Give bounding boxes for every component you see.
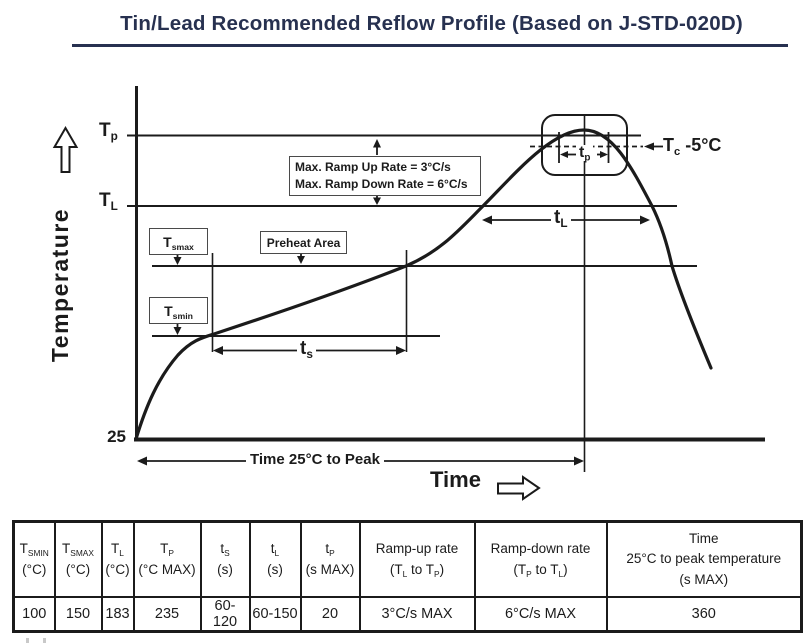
tsmin-tag: $T_{smin}$ — [149, 297, 208, 324]
ramp-up-pointer — [373, 139, 381, 148]
ramp-down-pointer — [373, 198, 381, 206]
param-value-3: 235 — [134, 597, 201, 632]
tc-minus-5-label: $T_c$ -5°C — [663, 135, 722, 158]
tp-axis-label: $T_p$ — [99, 120, 118, 144]
param-value-8: 6°C/s MAX — [475, 597, 607, 632]
tl-axis-label: $T_L$ — [99, 190, 118, 214]
x-axis-label: Time — [430, 467, 481, 492]
preheat-area-tag: Preheat Area — [260, 231, 347, 254]
param-header-9: Time 25°C to peak temperature (s MAX) — [607, 522, 802, 598]
tsmin-pointer — [174, 327, 182, 335]
table-header — [14, 522, 802, 598]
tp-span-label: $t_p$ — [576, 145, 593, 161]
ramp-rate-note — [289, 156, 481, 196]
y-axis-label: Temperature — [47, 207, 73, 363]
page-title: Tin/Lead Recommended Reflow Profile (Based on J-STD-020D) — [120, 12, 743, 35]
table-body — [14, 597, 802, 632]
right-arrow-icon — [498, 477, 539, 499]
ts-span-label: $t_s$ — [297, 339, 316, 358]
param-value-9: 360 — [607, 597, 802, 632]
param-value-7: 3°C/s MAX — [360, 597, 475, 632]
param-value-4: 60-120 — [201, 597, 250, 632]
cropped-text-fragment — [26, 638, 46, 643]
tsmax-pointer — [174, 257, 182, 265]
origin-tick-label: 25 — [107, 427, 126, 446]
param-header-1: $T_{SMAX}$ (°C) — [55, 522, 102, 598]
param-value-1: 150 — [55, 597, 102, 632]
tl-span-label: $t_L$ — [551, 208, 571, 227]
parameters-table — [12, 520, 803, 633]
tsmax-tag: $T_{smax}$ — [149, 228, 208, 255]
param-header-7: Ramp-up rate ($T_L$ to $T_P$) — [360, 522, 475, 598]
param-value-0: 100 — [14, 597, 55, 632]
ramp-down-note: Max. Ramp Down Rate = 6°C/s — [295, 177, 468, 191]
param-header-2: $T_L$ (°C) — [102, 522, 134, 598]
param-header-6: $t_P$ (s MAX) — [301, 522, 360, 598]
time-to-peak-label: Time 25°C to Peak — [246, 452, 384, 467]
param-header-4: $t_S$ (s) — [201, 522, 250, 598]
param-header-3: $T_P$ (°C MAX) — [134, 522, 201, 598]
param-header-5: $t_L$ (s) — [250, 522, 301, 598]
param-value-2: 183 — [102, 597, 134, 632]
param-value-6: 20 — [301, 597, 360, 632]
param-header-8: Ramp-down rate ($T_P$ to $T_L$) — [475, 522, 607, 598]
param-value-5: 60-150 — [250, 597, 301, 632]
preheat-pointer — [297, 256, 305, 264]
tc-arrowhead — [644, 143, 654, 151]
param-header-0: $T_{SMIN}$ (°C) — [14, 522, 55, 598]
ramp-up-note: Max. Ramp Up Rate = 3°C/s — [295, 160, 451, 175]
